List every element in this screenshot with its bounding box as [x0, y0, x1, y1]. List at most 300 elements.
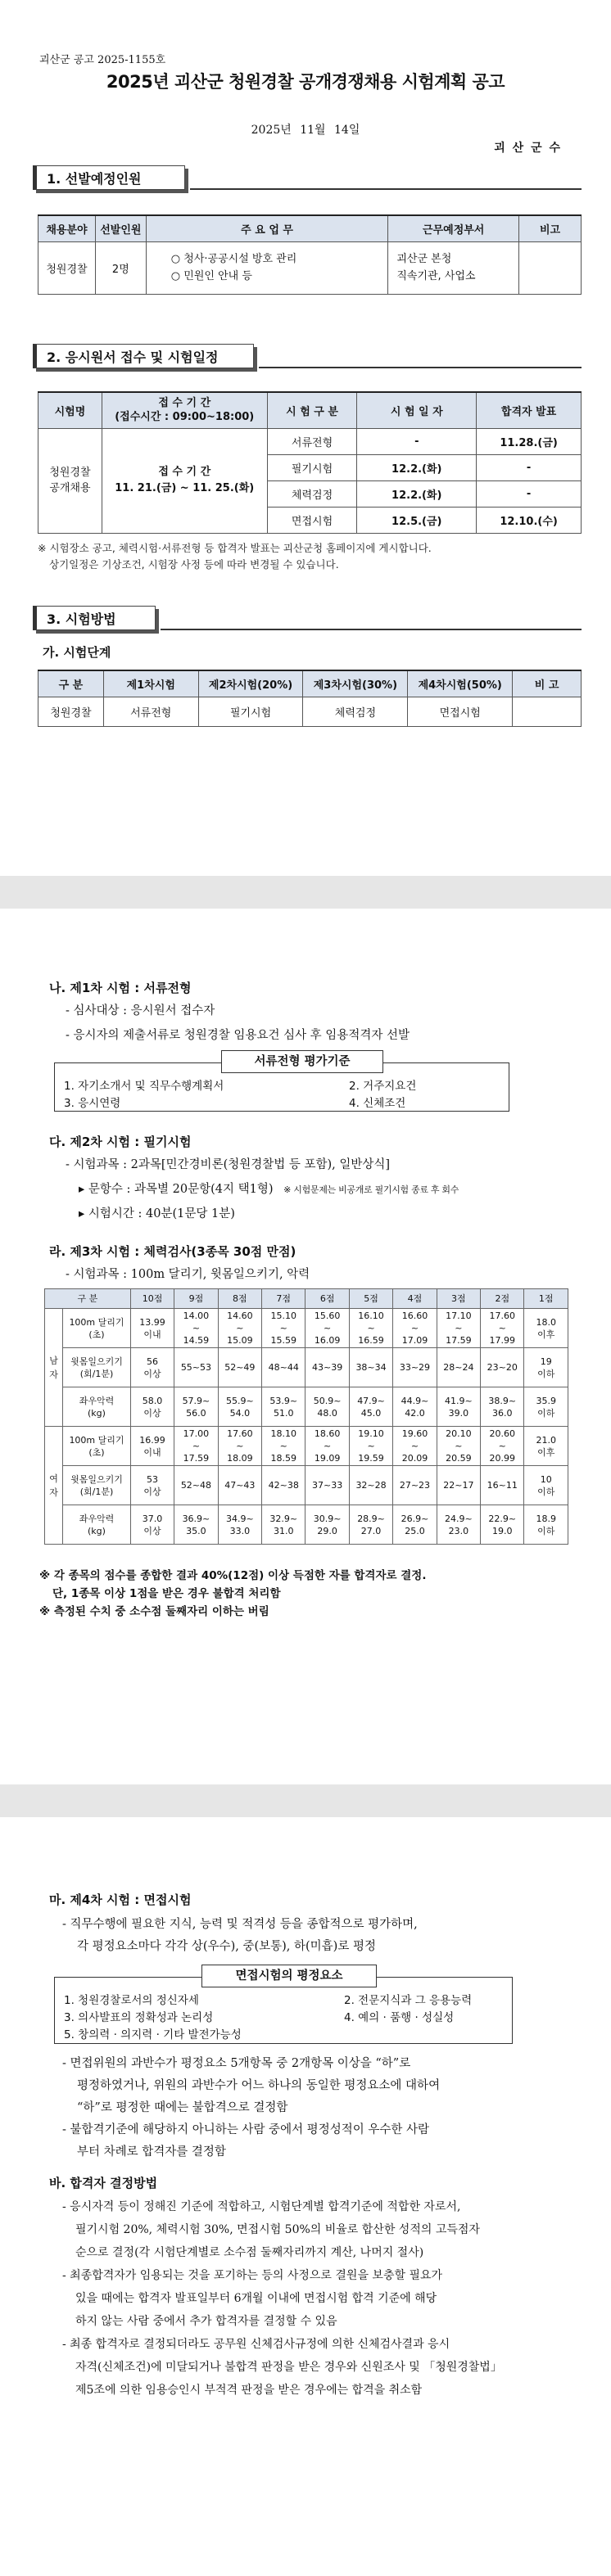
rule-line: - 불합격기준에 해당하지 아니하는 사람 중에서 평정성적이 우수한 사람 [62, 2123, 429, 2136]
score-cell [306, 1505, 349, 1545]
recruitment-table [38, 214, 582, 295]
score-value: 35.0 [186, 1525, 206, 1536]
score-cell [306, 1466, 349, 1505]
score-value: 이하 [537, 1407, 555, 1419]
exam-name-line: 청원경찰 [49, 467, 91, 479]
event-cell [63, 1387, 131, 1427]
score-cell [524, 1309, 568, 1348]
score-value: 이하 [537, 1525, 555, 1536]
score-value: 27~23 [399, 1480, 431, 1491]
doc-review-criteria-title: 서류전형 평가기준 [221, 1050, 383, 1073]
score-value: ~ [236, 1441, 244, 1451]
score-value: 32.9~ [269, 1513, 298, 1524]
score-cell [262, 1309, 306, 1348]
step1-line: - 심사대상 : 응시원서 접수자 [66, 1004, 215, 1017]
event-cell [63, 1309, 131, 1348]
exam-stages-table [38, 670, 582, 727]
score-cell [218, 1348, 261, 1387]
score-value: 18.60 [314, 1428, 341, 1439]
section-2-heading [33, 344, 254, 368]
score-value: 16.10 [358, 1311, 384, 1321]
step2-line: ▸ 시험시간 : 40분(1문당 1분) [79, 1207, 235, 1220]
step4-heading: 마. 제4차 시험 : 면접시험 [49, 1893, 192, 1907]
event-cell [63, 1505, 131, 1545]
period-title: 접 수 기 간 [158, 466, 211, 478]
score-value: 20.59 [446, 1453, 472, 1464]
score-value: 37~33 [312, 1480, 343, 1491]
pass-line: 하지 않는 사람 중에서 추가 합격자를 결정할 수 있음 [75, 2315, 337, 2328]
score-cell [218, 1427, 261, 1466]
score-value: 45.0 [360, 1407, 382, 1419]
col-duties: 주 요 업 무 [146, 215, 388, 241]
score-value: 48.0 [317, 1407, 337, 1419]
score-cell [130, 1466, 174, 1505]
col-date: 시 험 일 자 [357, 392, 477, 428]
col-dept: 근무예정부서 [388, 215, 519, 241]
label-char: 자 [49, 1369, 58, 1380]
cell-remark [519, 241, 582, 294]
interview-item: 5. 창의력 · 의지력 · 기타 발전가능성 [64, 2028, 242, 2041]
score-value: 이상 [143, 1486, 161, 1497]
section-1-title: 1. 선발예정인원 [47, 170, 142, 187]
score-cell [481, 1348, 524, 1387]
score-cell [130, 1427, 174, 1466]
interview-criteria-title: 면접시험의 평정요소 [201, 1965, 377, 1987]
date-cell: 12.5.(금) [357, 507, 477, 533]
score-value: 39.0 [448, 1407, 469, 1419]
rule-line: 평정하였거나, 위원의 과반수가 어느 하나의 동일한 평정요소에 대하여 [77, 2079, 441, 2092]
score-cell [393, 1387, 437, 1427]
score-cell [349, 1505, 392, 1545]
col-stage3: 제3차시험(30%) [303, 670, 408, 697]
score-cell [130, 1387, 174, 1427]
criteria-item: 2. 거주지요건 [349, 1080, 417, 1093]
score-cell [174, 1309, 218, 1348]
score-cell [349, 1387, 392, 1427]
pass-line: 있을 때에는 합격자 발표일부터 6개월 이내에 면접시험 합격 기준에 해당 [75, 2292, 437, 2305]
schedule-table [38, 391, 582, 534]
issuing-organization: 괴 산 군 수 [494, 142, 562, 155]
cell-count: 2명 [95, 241, 146, 294]
event-label: 윗몸일으키기 [70, 1356, 123, 1367]
score-cell [218, 1309, 261, 1348]
rule-line: 부터 차례로 합격자를 결정함 [77, 2145, 226, 2159]
page-1 [0, 0, 611, 876]
page-2 [0, 909, 611, 1784]
score-value: 19.10 [358, 1428, 384, 1439]
score-value: 17.10 [446, 1311, 472, 1321]
score-value: 15.10 [270, 1311, 296, 1321]
cell-dept [388, 241, 519, 294]
score-cell [393, 1309, 437, 1348]
score-value: 38~34 [355, 1362, 387, 1373]
col-stage1: 제1차시험 [103, 670, 198, 697]
score-value: 47.9~ [357, 1395, 385, 1406]
score-cell [481, 1387, 524, 1427]
score-cell [437, 1387, 480, 1427]
score-cell [218, 1387, 261, 1427]
score-value: 19.59 [358, 1453, 384, 1464]
score-value: 29.0 [317, 1525, 337, 1536]
score-cell [349, 1348, 392, 1387]
stage-cell: 체력검정 [267, 480, 357, 507]
score-value: ~ [498, 1441, 506, 1451]
duty-item: ○ 민원인 안내 등 [170, 270, 252, 282]
score-value: 24.9~ [445, 1513, 473, 1524]
interview-item: 1. 청원경찰로서의 정신자세 [64, 1994, 199, 2007]
score-cell [481, 1309, 524, 1348]
pass-line: 자격(신체조건)에 미달되거나 불합격 판정을 받은 경우와 신원조사 및 「청원경찰법」 [75, 2361, 502, 2374]
score-cell [174, 1505, 218, 1545]
event-label: 윗몸일으키기 [70, 1473, 123, 1485]
event-label: (kg) [88, 1407, 106, 1419]
score-value: 36.9~ [182, 1513, 210, 1524]
col-result: 합격자 발표 [477, 392, 582, 428]
score-value: 이내 [143, 1446, 161, 1458]
score-cell [218, 1466, 261, 1505]
score-value: 17.60 [489, 1311, 516, 1321]
score-value: 28~24 [443, 1362, 474, 1373]
score-value: ~ [367, 1323, 375, 1333]
fitness-notes [39, 1567, 426, 1621]
intro-line: - 직무수행에 필요한 지식, 능력 및 적격성 등을 종합적으로 평가하며, [62, 1918, 418, 1931]
event-label: 좌우악력 [79, 1513, 115, 1524]
score-header: 5점 [349, 1289, 392, 1309]
schedule-notes [38, 540, 432, 573]
score-value: 35.9 [536, 1395, 556, 1406]
score-value: 56.0 [186, 1407, 206, 1419]
col-stage4: 제4차시험(50%) [408, 670, 513, 697]
col-count: 선발인원 [95, 215, 146, 241]
score-cell [393, 1466, 437, 1505]
score-value: 16.99 [139, 1434, 165, 1446]
score-value: ~ [192, 1323, 201, 1333]
event-label: 100m 달리기 [69, 1434, 124, 1446]
score-cell [262, 1348, 306, 1387]
document-title: 2025년 괴산군 청원경찰 공개경쟁채용 시험계획 공고 [106, 72, 505, 92]
period-header-sub: (접수시간 : 09:00~18:00) [115, 411, 255, 424]
score-cell [306, 1309, 349, 1348]
score-value: 13.99 [139, 1316, 165, 1328]
score-value: 18.09 [227, 1453, 253, 1464]
score-value: 55.9~ [225, 1395, 254, 1406]
score-value: 53 [147, 1473, 159, 1485]
score-value: 47~43 [224, 1480, 256, 1491]
score-value: ~ [279, 1323, 287, 1333]
score-cell [174, 1427, 218, 1466]
page-gap [0, 876, 611, 909]
result-cell: 12.10.(수) [477, 507, 582, 533]
stage-cell: 서류전형 [267, 428, 357, 454]
score-value: 16.59 [358, 1335, 384, 1346]
criteria-item: 3. 응시연령 [64, 1097, 121, 1110]
score-value: 18.10 [270, 1428, 296, 1439]
score-cell [524, 1505, 568, 1545]
score-value: 이상 [143, 1407, 161, 1419]
corner-cell: 구 분 [45, 1289, 131, 1309]
stage-cell: 필기시험 [267, 454, 357, 480]
score-value: 16.60 [401, 1311, 428, 1321]
event-label: (회/1분) [79, 1368, 114, 1379]
score-value: ~ [410, 1441, 419, 1451]
event-label: 100m 달리기 [69, 1316, 124, 1328]
score-cell [130, 1309, 174, 1348]
col-stage: 시 험 구 분 [267, 392, 357, 428]
score-header: 2점 [481, 1289, 524, 1309]
stage-cell: 필기시험 [198, 697, 303, 726]
score-value: ~ [367, 1441, 375, 1451]
score-cell [306, 1387, 349, 1427]
step2-line [79, 1180, 459, 1199]
event-cell [63, 1348, 131, 1387]
score-cell [437, 1348, 480, 1387]
score-cell [130, 1348, 174, 1387]
score-value: 18.59 [270, 1453, 296, 1464]
score-value: 이하 [537, 1486, 555, 1497]
score-value: 23.0 [448, 1525, 469, 1536]
score-header: 7점 [262, 1289, 306, 1309]
score-cell [437, 1466, 480, 1505]
score-value: 22.9~ [488, 1513, 517, 1524]
stage-cell: 청원경찰 [38, 697, 104, 726]
score-cell [262, 1466, 306, 1505]
score-cell [306, 1348, 349, 1387]
fitness-score-table [44, 1288, 568, 1545]
score-value: 17.09 [401, 1335, 428, 1346]
col-category: 구 분 [38, 670, 104, 697]
score-value: 18.0 [536, 1316, 556, 1328]
score-cell [306, 1427, 349, 1466]
score-value: 28.9~ [357, 1513, 385, 1524]
pass-rules [62, 2195, 502, 2402]
fitness-note: ※ 각 종목의 점수를 종합한 결과 40%(12점) 이상 득점한 자를 합격자로 결정. [39, 1569, 427, 1582]
schedule-note: 상기일정은 기상조건, 시험장 사정 등에 따라 변경될 수 있습니다. [49, 558, 339, 571]
col-stage2: 제2차시험(20%) [198, 670, 303, 697]
intro-line: 각 평정요소마다 각각 상(우수), 중(보통), 하(미흡)로 평정 [77, 1940, 376, 1953]
score-value: 34.9~ [225, 1513, 254, 1524]
score-value: 32~28 [355, 1480, 387, 1491]
score-value: 25.0 [405, 1525, 425, 1536]
score-value: ~ [455, 1323, 463, 1333]
score-value: 20.09 [401, 1453, 428, 1464]
stage-cell: 면접시험 [408, 697, 513, 726]
score-cell [218, 1505, 261, 1545]
rule-line: “하”로 평정한 때에는 불합격으로 결정함 [77, 2101, 288, 2114]
rule-line: - 면접위원의 과반수가 평정요소 5개항목 중 2개항목 이상을 “하”로 [62, 2057, 411, 2070]
announcement-number: 괴산군 공고 2025-1155호 [39, 54, 166, 66]
score-header: 10점 [130, 1289, 174, 1309]
score-value: 이내 [143, 1329, 161, 1340]
period-value: 11. 21.(금) ~ 11. 25.(화) [115, 482, 255, 494]
stage-cell: 면접시험 [267, 507, 357, 533]
interview-rules [62, 2053, 440, 2163]
result-cell: - [477, 480, 582, 507]
section-3-rule [161, 629, 582, 630]
score-value: 15.09 [227, 1335, 253, 1346]
score-value: 이후 [537, 1329, 555, 1340]
cell-period [102, 428, 267, 533]
score-cell [393, 1427, 437, 1466]
score-cell [349, 1466, 392, 1505]
score-value: 17.60 [227, 1428, 253, 1439]
score-value: ~ [455, 1441, 463, 1451]
step3-heading: 라. 제3차 시험 : 체력검사(3종목 30점 만점) [49, 1244, 296, 1259]
pass-line: - 응시자격 등이 정해진 기준에 적합하고, 시험단계별 합격기준에 적합한 자로서, [62, 2200, 461, 2213]
score-value: 42~38 [268, 1480, 299, 1491]
result-cell: - [477, 454, 582, 480]
step1-heading: 나. 제1차 시험 : 서류전형 [49, 981, 192, 995]
score-value: 53.9~ [269, 1395, 298, 1406]
score-header: 9점 [174, 1289, 218, 1309]
score-cell [262, 1427, 306, 1466]
dept-item: 직속기관, 사업소 [396, 270, 476, 282]
score-cell [349, 1427, 392, 1466]
score-value: ~ [324, 1323, 332, 1333]
page-3 [0, 1817, 611, 2576]
score-header: 6점 [306, 1289, 349, 1309]
score-cell [130, 1505, 174, 1545]
score-value: 27.0 [360, 1525, 382, 1536]
result-cell: 11.28.(금) [477, 428, 582, 454]
score-cell [524, 1427, 568, 1466]
score-value: 54.0 [229, 1407, 251, 1419]
score-cell [393, 1348, 437, 1387]
score-cell [262, 1387, 306, 1427]
score-header: 3점 [437, 1289, 480, 1309]
step4-intro [62, 1914, 418, 1958]
score-value: 26.9~ [401, 1513, 429, 1524]
label-char: 여 [49, 1473, 58, 1484]
score-value: 19.60 [401, 1428, 428, 1439]
period-header: 접 수 기 간 [158, 397, 211, 410]
fitness-note: ※ 측정된 수치 중 소수점 둘째자리 이하는 버림 [39, 1605, 269, 1618]
event-label: (초) [88, 1329, 105, 1340]
score-value: 14.00 [183, 1311, 210, 1321]
score-value: 이후 [537, 1446, 555, 1458]
step2-heading: 다. 제2차 시험 : 필기시험 [49, 1135, 192, 1149]
pass-line: 제5조에 의한 임용승인시 부적격 판정을 받은 경우에는 합격을 취소함 [75, 2384, 423, 2397]
score-value: 48~44 [268, 1362, 299, 1373]
score-cell [524, 1387, 568, 1427]
score-cell [174, 1387, 218, 1427]
score-value: 33.0 [229, 1525, 251, 1536]
male-label [45, 1309, 63, 1427]
score-header: 1점 [524, 1289, 568, 1309]
score-value: 38.9~ [488, 1395, 517, 1406]
score-value: 52~49 [224, 1362, 256, 1373]
stage-cell: 체력검정 [303, 697, 408, 726]
score-value: 56 [147, 1356, 159, 1367]
event-cell [63, 1427, 131, 1466]
score-cell [437, 1427, 480, 1466]
score-value: 16.09 [314, 1335, 341, 1346]
date-cell: 12.2.(화) [357, 480, 477, 507]
score-cell [174, 1466, 218, 1505]
step3-line: - 시험과목 : 100m 달리기, 윗몸일으키기, 악력 [66, 1268, 310, 1281]
score-value: 50.9~ [313, 1395, 342, 1406]
schedule-note: ※ 시험장소 공고, 체력시험·서류전형 등 합격자 발표는 괴산군청 홈페이지에 게시합니다. [38, 542, 432, 554]
score-value: 52~48 [180, 1480, 212, 1491]
date-cell: - [357, 428, 477, 454]
score-value: ~ [410, 1323, 419, 1333]
score-cell [481, 1505, 524, 1545]
page-gap [0, 1784, 611, 1817]
event-label: (kg) [88, 1525, 106, 1536]
dept-item: 괴산군 본청 [396, 253, 452, 265]
section-2-rule [259, 367, 582, 368]
score-value: ~ [324, 1441, 332, 1451]
score-header: 4점 [393, 1289, 437, 1309]
cell-field: 청원경찰 [38, 241, 96, 294]
score-value: 41.9~ [445, 1395, 473, 1406]
score-value: 23~20 [487, 1362, 518, 1373]
criteria-item: 4. 신체조건 [349, 1097, 406, 1110]
score-value: 31.0 [273, 1525, 294, 1536]
score-value: 17.00 [183, 1428, 210, 1439]
score-value: 19.0 [492, 1525, 513, 1536]
interview-item: 4. 예의 · 품행 · 성실성 [344, 2011, 455, 2024]
score-header: 8점 [218, 1289, 261, 1309]
col-remark: 비 고 [513, 670, 582, 697]
score-value: 58.0 [142, 1395, 163, 1406]
pass-line: 순으로 결정(각 시험단계별로 소수점 둘째자리까지 계산, 나머지 절사) [75, 2246, 424, 2259]
score-value: 20.10 [446, 1428, 472, 1439]
score-value: 15.59 [270, 1335, 296, 1346]
event-cell [63, 1466, 131, 1505]
duty-item: ○ 청사·공공시설 방호 관리 [170, 253, 297, 265]
score-value: ~ [192, 1441, 201, 1451]
section-3-heading [33, 606, 156, 630]
score-value: 14.59 [183, 1335, 210, 1346]
score-cell [174, 1348, 218, 1387]
question-note: ※ 시험문제는 비공개로 필기시험 종료 후 회수 [283, 1184, 459, 1195]
score-cell [524, 1348, 568, 1387]
score-cell [481, 1466, 524, 1505]
score-value: 15.60 [314, 1311, 341, 1321]
question-count: ▸ 문항수 : 과목별 20문항(4지 택1형) [79, 1183, 274, 1196]
pass-line: - 최종합격자가 임용되는 것을 포기하는 등의 사정으로 결원을 보충할 필요가 [62, 2269, 443, 2282]
label-char: 남 [49, 1355, 58, 1366]
score-value: 30.9~ [313, 1513, 342, 1524]
score-value: 51.0 [273, 1407, 294, 1419]
col-exam: 시험명 [38, 392, 102, 428]
score-value: ~ [279, 1441, 287, 1451]
date-cell: 12.2.(화) [357, 454, 477, 480]
score-cell [262, 1505, 306, 1545]
score-value: 37.0 [142, 1513, 163, 1524]
stage-cell [513, 697, 582, 726]
pass-line: 필기시험 20%, 체력시험 30%, 면접시험 50%의 비율로 합산한 성적의 고득점자 [75, 2223, 480, 2236]
exam-name-line: 공개채용 [49, 482, 91, 494]
score-value: ~ [236, 1323, 244, 1333]
cell-duties [146, 241, 388, 294]
score-cell [524, 1466, 568, 1505]
interview-item: 3. 의사발표의 정확성과 논리성 [64, 2011, 214, 2024]
score-value: 이상 [143, 1368, 161, 1379]
score-value: 42.0 [405, 1407, 425, 1419]
score-value: 18.9 [536, 1513, 556, 1524]
score-value: 10 [540, 1473, 552, 1485]
score-cell [393, 1505, 437, 1545]
score-value: 이하 [537, 1368, 555, 1379]
score-value: 14.60 [227, 1311, 253, 1321]
score-value: 20.60 [489, 1428, 516, 1439]
exam-stages-heading: 가. 시험단계 [43, 645, 111, 660]
section-3-title: 3. 시험방법 [47, 611, 116, 627]
section-2-title: 2. 응시원서 접수 및 시험일정 [47, 349, 219, 365]
score-value: 17.59 [183, 1453, 210, 1464]
fitness-note: 단, 1종목 이상 1점을 받은 경우 불합격 처리함 [52, 1587, 281, 1600]
